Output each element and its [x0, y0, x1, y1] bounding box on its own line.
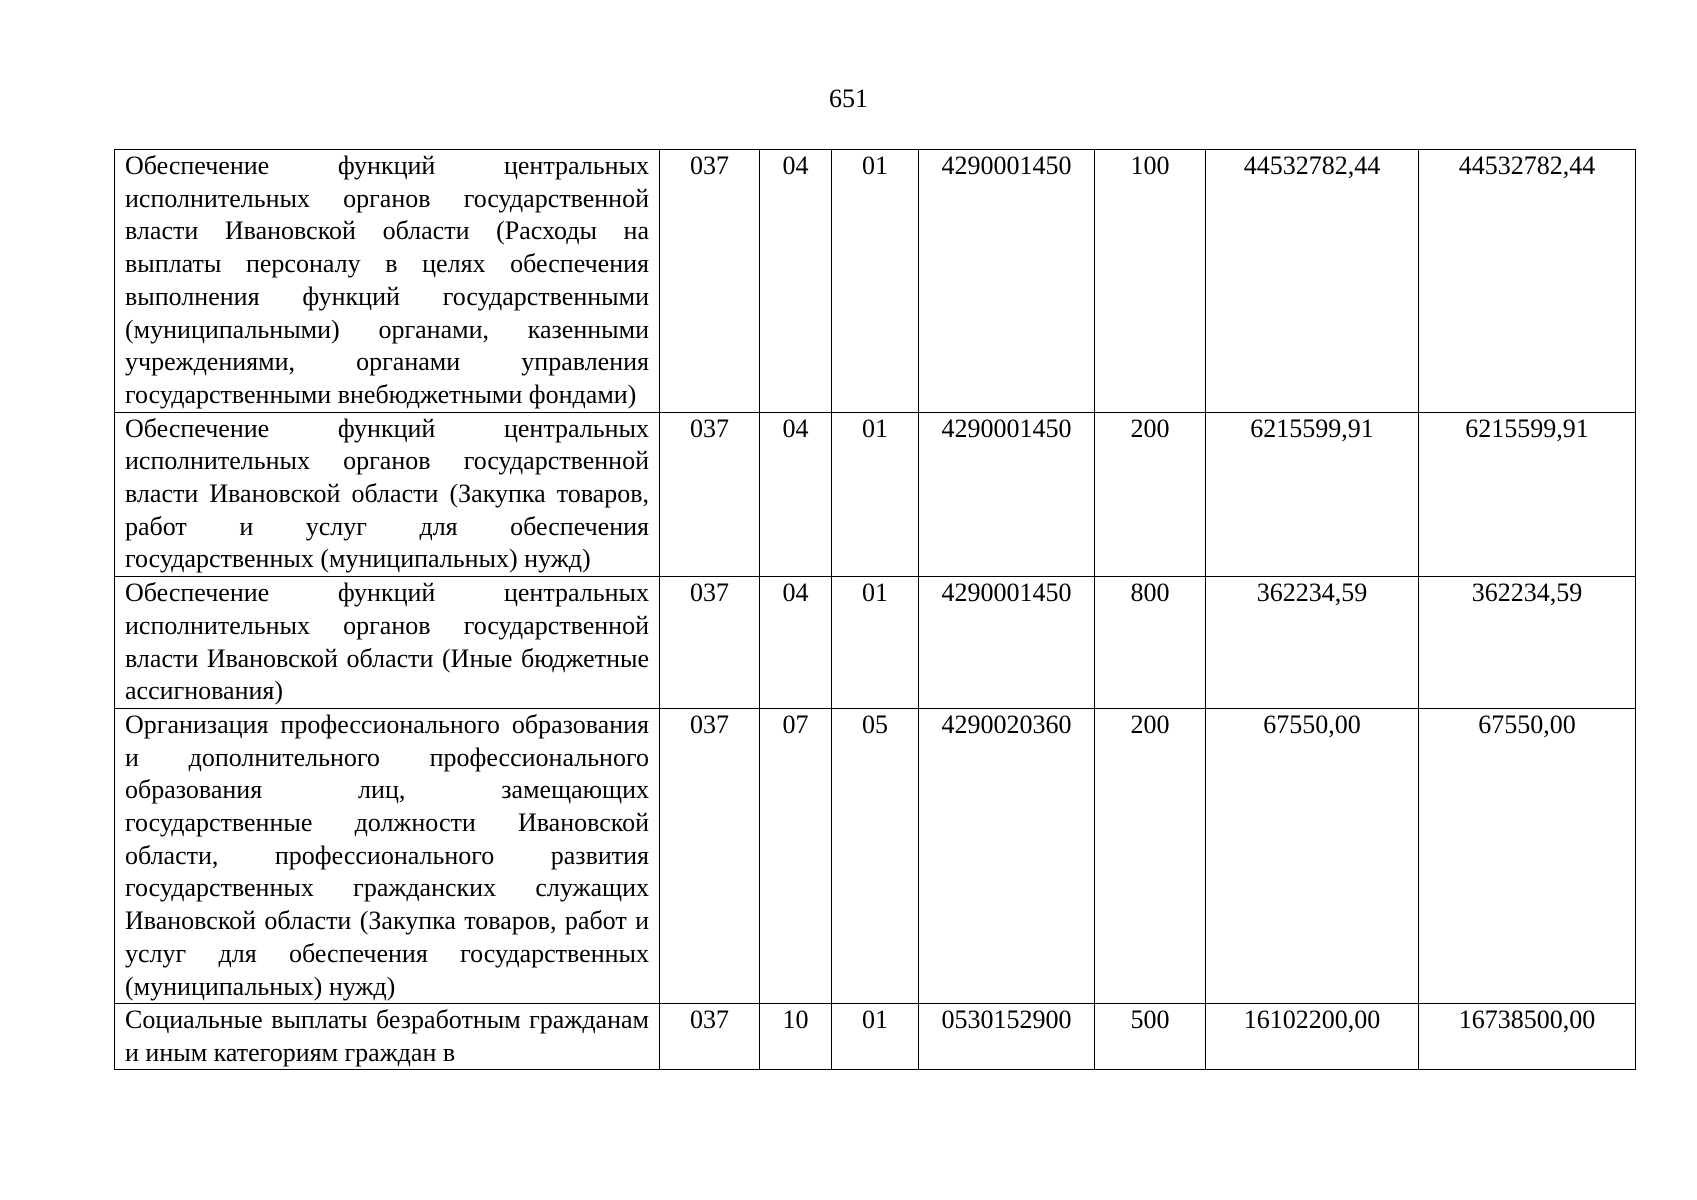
row-subsection-code: 01 [832, 150, 919, 413]
row-amount-1: 67550,00 [1206, 708, 1419, 1003]
row-target-article: 4290001450 [919, 577, 1095, 709]
row-department-code: 037 [660, 708, 760, 1003]
budget-table [114, 149, 1636, 1070]
row-amount-2: 67550,00 [1419, 708, 1636, 1003]
row-expense-type: 500 [1095, 1004, 1206, 1070]
row-amount-2: 362234,59 [1419, 577, 1636, 709]
row-department-code: 037 [660, 1004, 760, 1070]
row-amount-1: 16102200,00 [1206, 1004, 1419, 1070]
row-target-article: 4290001450 [919, 412, 1095, 577]
row-expense-type: 800 [1095, 577, 1206, 709]
row-expense-type: 100 [1095, 150, 1206, 413]
row-expense-type: 200 [1095, 412, 1206, 577]
row-expense-type: 200 [1095, 708, 1206, 1003]
row-section-code: 07 [760, 708, 832, 1003]
table-row [115, 150, 1636, 413]
table-row [115, 577, 1636, 709]
row-name: Обеспечение функций центральных исполнительных органов государственной власти Ивановской области (Иные бюджетные ассигнования) [115, 577, 660, 709]
row-target-article: 4290020360 [919, 708, 1095, 1003]
row-amount-1: 6215599,91 [1206, 412, 1419, 577]
row-name: Организация профессионального образования и дополнительного профессионального образования лиц, замещающих государственные должности Ивановской области, профессионального развития государственных гражданских служащих Ивановской области (Закупка товаров, работ и услуг для обеспечения государственных (муниципальных) нужд) [115, 708, 660, 1003]
row-department-code: 037 [660, 577, 760, 709]
page-number: 651 [829, 84, 868, 113]
row-target-article: 4290001450 [919, 150, 1095, 413]
row-name: Социальные выплаты безработным гражданам и иным категориям граждан в [115, 1004, 660, 1070]
row-name: Обеспечение функций центральных исполнительных органов государственной власти Ивановской области (Расходы на выплаты персоналу в целях обеспечения выполнения функций государственными (муниципальными) органами, казенными учреждениями, органами управления государственными внебюджетными фондами) [115, 150, 660, 413]
row-name: Обеспечение функций центральных исполнительных органов государственной власти Ивановской области (Закупка товаров, работ и услуг для обеспечения государственных (муниципальных) нужд) [115, 412, 660, 577]
row-department-code: 037 [660, 150, 760, 413]
row-amount-2: 44532782,44 [1419, 150, 1636, 413]
row-amount-2: 6215599,91 [1419, 412, 1636, 577]
row-target-article: 0530152900 [919, 1004, 1095, 1070]
row-subsection-code: 05 [832, 708, 919, 1003]
row-section-code: 04 [760, 577, 832, 709]
row-section-code: 04 [760, 412, 832, 577]
table-row [115, 412, 1636, 577]
table-row [115, 708, 1636, 1003]
row-section-code: 10 [760, 1004, 832, 1070]
row-subsection-code: 01 [832, 1004, 919, 1070]
row-amount-1: 362234,59 [1206, 577, 1419, 709]
row-subsection-code: 01 [832, 577, 919, 709]
row-section-code: 04 [760, 150, 832, 413]
row-department-code: 037 [660, 412, 760, 577]
table-row [115, 1004, 1636, 1070]
row-subsection-code: 01 [832, 412, 919, 577]
row-amount-1: 44532782,44 [1206, 150, 1419, 413]
row-amount-2: 16738500,00 [1419, 1004, 1636, 1070]
